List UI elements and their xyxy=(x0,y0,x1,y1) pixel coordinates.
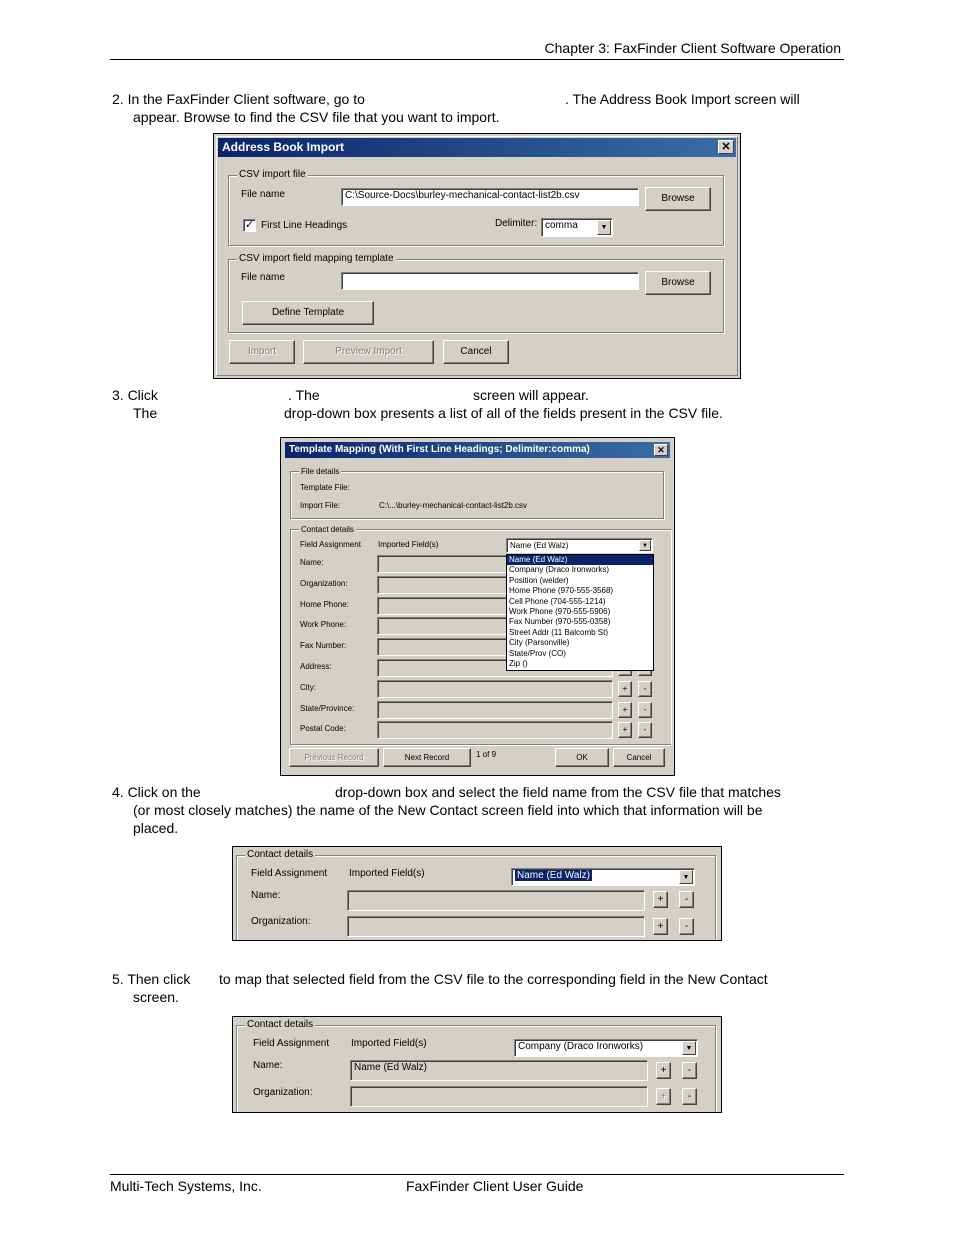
field-assignment-label-1: Field Assignment xyxy=(251,868,328,879)
organization-label-2: Organization: xyxy=(253,1087,313,1098)
imported-fields-label: Imported Field(s) xyxy=(378,540,439,549)
step5-text-a: 5. Then click xyxy=(112,971,191,987)
footer-rule xyxy=(110,1174,844,1175)
step2-text-b: . The Address Book Import screen will xyxy=(565,91,800,107)
first-line-headings-checkbox[interactable]: ✓ xyxy=(244,219,255,231)
delimiter-select[interactable] xyxy=(541,218,613,237)
preview-import-button[interactable]: Preview Import xyxy=(303,340,434,364)
delimiter-label: Delimiter: xyxy=(495,218,538,229)
organization-field-1[interactable] xyxy=(347,916,645,937)
field-assignment-label: Field Assignment xyxy=(300,540,361,549)
contact-details-label: Contact details xyxy=(301,525,354,534)
file-details-group xyxy=(290,467,664,519)
template-file-name-label: File name xyxy=(241,272,285,283)
dropdown-option[interactable]: Work Phone (970-555-5906) xyxy=(509,606,611,616)
step2-text-c: appear. Browse to find the CSV file that you want to import. xyxy=(133,109,500,125)
file-details-label: File details xyxy=(301,467,340,476)
csv-file-name-input[interactable]: C:\Source-Docs\burley-mechanical-contact-list2b.csv xyxy=(341,188,639,206)
mapping-row-label: State/Province: xyxy=(300,704,355,713)
dropdown-option[interactable]: Home Phone (970-555-3568) xyxy=(509,586,614,596)
remove-mapping-button[interactable]: - xyxy=(682,1062,697,1079)
imported-field-select[interactable] xyxy=(506,538,653,553)
mapping-row-label: Address: xyxy=(300,662,332,671)
cancel-button[interactable]: Cancel xyxy=(443,340,509,364)
mapping-row-label: Postal Code: xyxy=(300,724,346,733)
add-mapping-button[interactable]: + xyxy=(618,681,632,697)
template-group-label: CSV import field mapping template xyxy=(239,253,394,264)
contact-details-crop-2 xyxy=(232,1016,722,1113)
step3-text-a: 3. Click xyxy=(112,387,158,403)
mapping-row-label: City: xyxy=(300,683,316,692)
dropdown-option[interactable]: Name (Ed Walz) xyxy=(507,555,653,565)
step5-text-b: to map that selected field from the CSV file to the corresponding field in the New Contact xyxy=(219,971,768,987)
chevron-down-icon[interactable]: ▼ xyxy=(597,220,611,235)
mapping-titlebar xyxy=(285,442,670,458)
dropdown-option[interactable]: Street Addr (11 Balcomb St) xyxy=(509,627,609,637)
cancel-button[interactable]: Cancel xyxy=(613,748,665,767)
add-mapping-button[interactable]: + xyxy=(653,891,668,908)
dropdown-option[interactable]: State/Prov (CO) xyxy=(509,648,566,658)
field-assignment-label-2: Field Assignment xyxy=(253,1038,330,1049)
remove-mapping-button[interactable]: - xyxy=(679,891,694,908)
mapping-row-field[interactable] xyxy=(377,701,613,719)
template-mapping-dialog xyxy=(280,437,675,776)
dropdown-option[interactable]: Company (Draco Ironworks) xyxy=(509,565,610,575)
dropdown-option[interactable]: Position (welder) xyxy=(509,575,569,585)
mapping-row-label: Home Phone: xyxy=(300,600,349,609)
organization-label-1: Organization: xyxy=(251,916,311,927)
add-mapping-button[interactable]: + xyxy=(656,1088,671,1105)
chapter-header: Chapter 3: FaxFinder Client Software Operation xyxy=(544,40,841,56)
delimiter-value: comma xyxy=(545,220,578,231)
add-mapping-button[interactable]: + xyxy=(653,918,668,935)
chevron-down-icon[interactable]: ▼ xyxy=(679,870,693,884)
add-mapping-button[interactable]: + xyxy=(656,1062,671,1079)
chevron-down-icon[interactable]: ▼ xyxy=(682,1041,696,1055)
mapping-row-label: Work Phone: xyxy=(300,620,347,629)
define-template-button[interactable]: Define Template xyxy=(242,301,374,325)
remove-mapping-button[interactable]: - xyxy=(679,918,694,935)
remove-mapping-button[interactable]: - xyxy=(638,722,652,738)
remove-mapping-button[interactable]: - xyxy=(638,702,652,718)
first-line-headings-label: First Line Headings xyxy=(261,220,348,231)
step3-text-c: screen will appear. xyxy=(473,387,589,403)
dropdown-option[interactable]: Cell Phone (704-555-1214) xyxy=(509,596,606,606)
dropdown-option[interactable]: Zip () xyxy=(509,658,528,668)
mapping-row-field[interactable] xyxy=(377,680,613,698)
step3-text-e: drop-down box presents a list of all of the fields present in the CSV file. xyxy=(284,405,723,421)
next-record-button[interactable]: Next Record xyxy=(383,748,471,767)
mapping-row-label: Organization: xyxy=(300,579,348,588)
organization-field-2[interactable] xyxy=(350,1086,648,1107)
step4-text-d: placed. xyxy=(133,820,179,836)
footer-guide-title: FaxFinder Client User Guide xyxy=(406,1178,584,1194)
step2-text-a: 2. In the FaxFinder Client software, go to xyxy=(112,91,365,107)
remove-mapping-button[interactable]: - xyxy=(638,681,652,697)
imported-field-options xyxy=(506,554,654,671)
csv-import-file-group xyxy=(228,169,724,246)
import-dialog-title: Address Book Import xyxy=(222,140,345,154)
dropdown-option[interactable]: City (Parsonville) xyxy=(509,638,570,648)
contact-details-crop-1 xyxy=(232,846,722,941)
record-count: 1 of 9 xyxy=(476,750,497,759)
file-name-label: File name xyxy=(241,189,285,200)
ok-button[interactable]: OK xyxy=(555,748,609,767)
step3-text-d: The xyxy=(133,405,158,421)
import-file-label: Import File: xyxy=(300,501,341,510)
imported-fields-label-1: Imported Field(s) xyxy=(349,868,425,879)
import-file-value: C:\...\burley-mechanical-contact-list2b.csv xyxy=(379,501,528,510)
imported-field-select-2[interactable] xyxy=(514,1039,698,1057)
imported-field-select-1[interactable] xyxy=(511,868,695,886)
mapping-title: Template Mapping (With First Line Headings; Delimiter:comma) xyxy=(289,444,590,455)
template-file-name-input[interactable] xyxy=(341,272,639,290)
contact-details-label-2: Contact details xyxy=(247,1019,314,1030)
imported-fields-label-2: Imported Field(s) xyxy=(351,1038,427,1049)
dropdown-option[interactable]: Fax Number (970-555-0358) xyxy=(509,617,611,627)
name-label-2: Name: xyxy=(253,1060,283,1071)
import-dialog-titlebar xyxy=(218,138,736,157)
import-button[interactable]: Import xyxy=(229,340,295,364)
name-label-1: Name: xyxy=(251,890,281,901)
step5-text-c: screen. xyxy=(133,989,179,1005)
mapping-row-field[interactable] xyxy=(377,721,613,739)
previous-record-button[interactable]: Previous Record xyxy=(289,748,379,767)
step4-text-c: (or most closely matches) the name of the New Contact screen field into which that information will be xyxy=(133,802,763,818)
add-mapping-button[interactable]: + xyxy=(618,722,632,738)
step3-text-b: . The xyxy=(288,387,320,403)
close-icon[interactable]: ✕ xyxy=(654,444,668,456)
name-field-2[interactable]: Name (Ed Walz) xyxy=(350,1060,648,1081)
imported-field-value-2: Company (Draco Ironworks) xyxy=(518,1041,644,1052)
name-field-1[interactable] xyxy=(347,890,645,911)
mapping-row-label: Name: xyxy=(300,558,324,567)
remove-mapping-button[interactable]: - xyxy=(682,1088,697,1105)
close-icon[interactable]: ✕ xyxy=(718,140,734,154)
browse-template-button[interactable]: Browse xyxy=(645,271,711,295)
add-mapping-button[interactable]: + xyxy=(618,702,632,718)
imported-field-value: Name (Ed Walz) xyxy=(510,541,569,550)
template-group xyxy=(228,253,724,333)
csv-import-file-label: CSV import file xyxy=(239,169,306,180)
header-rule xyxy=(110,59,844,60)
contact-details-label-1: Contact details xyxy=(247,849,314,860)
template-file-label: Template File: xyxy=(300,483,350,492)
imported-field-value-1: Name (Ed Walz) xyxy=(517,870,590,881)
chevron-down-icon[interactable]: ▼ xyxy=(639,540,651,551)
footer-company: Multi-Tech Systems, Inc. xyxy=(110,1178,262,1194)
step4-text-b: drop-down box and select the field name from the CSV file that matches xyxy=(335,784,781,800)
step4-text-a: 4. Click on the xyxy=(112,784,201,800)
mapping-row-label: Fax Number: xyxy=(300,641,347,650)
browse-csv-button[interactable]: Browse xyxy=(645,187,711,211)
address-book-import-dialog xyxy=(213,133,741,379)
